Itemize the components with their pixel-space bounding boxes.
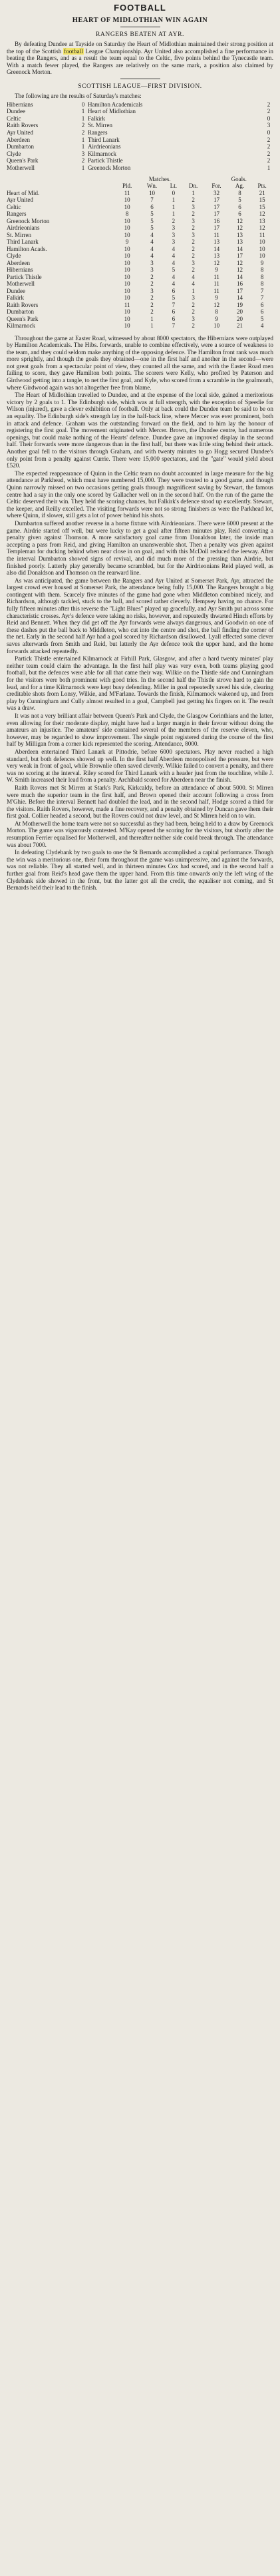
cell-pld: 10 bbox=[124, 280, 130, 287]
cell-for: 9 bbox=[215, 315, 218, 322]
cell-pld: 10 bbox=[124, 273, 130, 280]
col-drawn-header: Dn. bbox=[189, 182, 198, 189]
result-row bbox=[7, 150, 273, 158]
home-team: Ayr United bbox=[7, 129, 33, 136]
cell-team: Dumbarton bbox=[7, 308, 34, 315]
cell-won: 3 bbox=[150, 259, 154, 266]
cell-for: 11 bbox=[213, 287, 219, 294]
result-row bbox=[7, 108, 273, 115]
cell-for: 17 bbox=[213, 210, 220, 217]
cell-ag: 21 bbox=[236, 322, 243, 329]
cell-pld: 9 bbox=[125, 238, 129, 245]
home-goals: 1 bbox=[81, 164, 85, 171]
table-row bbox=[7, 266, 273, 274]
cell-pts: 8 bbox=[260, 273, 264, 280]
result-row bbox=[7, 136, 273, 144]
cell-won: 4 bbox=[150, 252, 154, 259]
cell-for: 11 bbox=[213, 280, 219, 287]
cell-won: 1 bbox=[150, 315, 154, 322]
cell-won: 4 bbox=[150, 245, 154, 252]
cell-team: Celtic bbox=[7, 203, 21, 210]
cell-lost: 4 bbox=[172, 245, 176, 252]
cell-pts: 6 bbox=[260, 308, 264, 315]
table-row bbox=[7, 252, 273, 260]
cell-pts: 10 bbox=[259, 245, 265, 252]
cell-lost: 6 bbox=[172, 308, 176, 315]
cell-pld: 10 bbox=[124, 203, 130, 210]
cell-lost: 0 bbox=[172, 189, 176, 196]
cell-drawn: 2 bbox=[192, 196, 195, 203]
away-goals: 2 bbox=[267, 143, 271, 150]
results-list bbox=[7, 101, 273, 172]
cell-pld: 11 bbox=[124, 189, 130, 196]
cell-for: 11 bbox=[213, 231, 219, 238]
away-team: Hamilton Academicals bbox=[88, 101, 143, 108]
cell-team: Hibernians bbox=[7, 266, 33, 273]
cell-drawn: 2 bbox=[192, 322, 195, 329]
cell-pld: 10 bbox=[124, 259, 130, 266]
cell-team: Ayr United bbox=[7, 196, 33, 203]
cell-pts: 9 bbox=[260, 259, 264, 266]
cell-team: Partick Thistle bbox=[7, 273, 42, 280]
cell-ag: 6 bbox=[238, 203, 241, 210]
cell-lost: 1 bbox=[172, 196, 176, 203]
result-row bbox=[7, 101, 273, 109]
cell-pld: 10 bbox=[124, 245, 130, 252]
cell-ag: 20 bbox=[236, 315, 243, 322]
cell-team: Airdrieonians bbox=[7, 224, 40, 231]
table-header-row bbox=[7, 182, 273, 190]
away-goals: 0 bbox=[267, 129, 271, 136]
cell-won: 2 bbox=[150, 301, 154, 308]
table-row bbox=[7, 274, 273, 281]
cell-lost: 3 bbox=[172, 231, 176, 238]
cell-lost: 3 bbox=[172, 238, 176, 245]
cell-drawn: 2 bbox=[192, 252, 195, 259]
cell-drawn: 3 bbox=[192, 259, 195, 266]
cell-pts: 13 bbox=[259, 217, 265, 224]
away-goals: 0 bbox=[267, 115, 271, 122]
away-team: Airdrieonians bbox=[88, 143, 121, 150]
cell-for: 16 bbox=[213, 217, 220, 224]
cell-drawn: 2 bbox=[192, 224, 195, 231]
away-team: St. Mirren bbox=[88, 122, 112, 129]
report-paragraph: In defeating Clydebank by two goals to one the St Bernards accomplished a capital performance. Though the win was a meritorious one, their form throughout the game was unimpressive, and against the forwards, was not reliable. They all started well, and in thirteen minutes Cox had scored, and in the second half a further goal from Reid's head gave them the upper hand. From this time onwards only the left wing of the Clydebank side showed in the front, but the latter got all the credit, the equaliser not coming, and St Bernards held their lead to the finish. bbox=[7, 849, 273, 892]
table-group-header-row bbox=[7, 176, 273, 183]
home-team: Clyde bbox=[7, 150, 21, 157]
cell-ag: 5 bbox=[238, 196, 241, 203]
cell-pld: 10 bbox=[124, 252, 130, 259]
result-row bbox=[7, 157, 273, 164]
goals-group-header: Goals. bbox=[231, 175, 247, 182]
cell-team: Heart of Mid. bbox=[7, 189, 40, 196]
cell-won: 2 bbox=[150, 294, 154, 301]
cell-pld: 10 bbox=[124, 322, 130, 329]
col-lost-header: Lt. bbox=[170, 182, 177, 189]
match-reports bbox=[7, 335, 273, 892]
cell-pld: 10 bbox=[124, 294, 130, 301]
cell-lost: 4 bbox=[172, 252, 176, 259]
cell-pts: 8 bbox=[260, 266, 264, 273]
away-goals: 2 bbox=[267, 136, 271, 143]
table-row bbox=[7, 260, 273, 267]
cell-for: 32 bbox=[213, 189, 220, 196]
report-paragraph: Raith Rovers met St Mirren at Stark's Park, Kirkcaldy, before an attendance of about 5000. St Mirren were much the superior team in the first half, and Brown opened their account following a cross from M'Ghie. Before the interval Bennett had doubled the lead, and in the second half, Hodge scored a third for the visitors. Raith Rovers, however, made a fine recovery, and a penalty obtained by Duncan gave them their first goal. Collier headed a second, but the Rovers could not draw level, and St Mirren held on to win. bbox=[7, 784, 273, 820]
cell-pts: 10 bbox=[259, 238, 265, 245]
table-row bbox=[7, 294, 273, 302]
cell-won: 2 bbox=[150, 280, 154, 287]
report-paragraph: Throughout the game at Easter Road, witnessed by about 8000 spectators, the Hibernians were outplayed by Hamilton Academicals. The Hibs. forwards, unable to combine effectively, were a source of weakness to the team, and they could seldom make anything of the opposing defence. The Hamilton front rank was much more sprightly, and though the goals they obtained—one in the first half and another in the second—were not great goals from a spectacular point of view, they counted all the same, and with the Easter Road men failing to score, they gave Hamilton both points. The scorers were Kelly, who profited by Paterson and Girdwood getting into a tangle, to net the first goal, and Kyle, who scored from a scramble in the goalmouth, where Girdwood again was not altogether free from blame. bbox=[7, 334, 273, 391]
cell-team: Queen's Park bbox=[7, 315, 39, 322]
table-row bbox=[7, 238, 273, 246]
cell-drawn: 2 bbox=[192, 266, 195, 273]
cell-won: 2 bbox=[150, 273, 154, 280]
cell-for: 12 bbox=[213, 301, 220, 308]
highlighted-word: football bbox=[64, 47, 83, 55]
table-row bbox=[7, 316, 273, 323]
cell-ag: 17 bbox=[236, 287, 243, 294]
table-row bbox=[7, 280, 273, 288]
away-team: Heart of Midlothian bbox=[88, 108, 136, 115]
cell-drawn: 2 bbox=[192, 210, 195, 217]
cell-won: 6 bbox=[150, 203, 154, 210]
cell-lost: 2 bbox=[172, 217, 176, 224]
result-row bbox=[7, 143, 273, 150]
home-team: Hibernians bbox=[7, 101, 33, 108]
cell-drawn: 3 bbox=[192, 315, 195, 322]
cell-pld: 10 bbox=[124, 217, 130, 224]
table-row bbox=[7, 322, 273, 330]
cell-won: 7 bbox=[150, 196, 154, 203]
table-row bbox=[7, 190, 273, 197]
cell-drawn: 3 bbox=[192, 294, 195, 301]
cell-team: Third Lanark bbox=[7, 238, 39, 245]
table-row bbox=[7, 224, 273, 232]
cell-won: 4 bbox=[150, 238, 154, 245]
cell-ag: 14 bbox=[236, 273, 243, 280]
cell-ag: 14 bbox=[236, 294, 243, 301]
cell-for: 17 bbox=[213, 196, 220, 203]
cell-lost: 4 bbox=[172, 273, 176, 280]
cell-lost: 4 bbox=[172, 280, 176, 287]
cell-drawn: 2 bbox=[192, 245, 195, 252]
cell-pts: 11 bbox=[259, 231, 265, 238]
subheadline: RANGERS BEATEN AT AYR. bbox=[95, 31, 185, 38]
home-goals: 3 bbox=[81, 150, 85, 157]
cell-pts: 15 bbox=[259, 203, 265, 210]
cell-pts: 8 bbox=[260, 280, 264, 287]
matches-group-header: Matches. bbox=[148, 175, 171, 182]
league-title: SCOTTISH LEAGUE—FIRST DIVISION. bbox=[78, 83, 202, 90]
cell-ag: 19 bbox=[236, 301, 243, 308]
cell-pld: 10 bbox=[124, 266, 130, 273]
col-against-header: Ag. bbox=[235, 182, 245, 189]
result-row bbox=[7, 122, 273, 129]
report-paragraph: The expected reappearance of Quinn in the Celtic team no doubt accounted in large measure for the big attendance at Parkhead, which must have numbered 15,000. They were treated to a good game, and though Quinn narrowly missed on two occasions getting goals through magnificent saving by Stewart, the famous centre had a say in the only one scored by Gallacher well on in the second half. On the run of the game the Celtic deserved their win. They held the scoring chances, but Falkirk's defence stood up excellently. Stewart, the keeper, and Reilly excelled. The visiting forwards were not so strong finishers as were the Parkhead lot, where Quinn, if slower, still gets a lot of power behind his shots. bbox=[7, 469, 273, 519]
cell-ag: 12 bbox=[236, 266, 243, 273]
cell-drawn: 2 bbox=[192, 238, 195, 245]
cell-lost: 5 bbox=[172, 294, 176, 301]
cell-ag: 12 bbox=[236, 224, 243, 231]
headline: HEART OF MIDLOTHIAN WIN AGAIN bbox=[72, 17, 208, 24]
cell-lost: 4 bbox=[172, 259, 176, 266]
cell-pts: 7 bbox=[260, 294, 264, 301]
home-goals: 2 bbox=[81, 129, 85, 136]
cell-for: 9 bbox=[215, 294, 218, 301]
away-team: Rangers bbox=[88, 129, 108, 136]
home-goals: 1 bbox=[81, 143, 85, 150]
away-goals: 3 bbox=[267, 122, 271, 129]
table-row bbox=[7, 210, 273, 218]
away-goals: 2 bbox=[267, 150, 271, 157]
table-row bbox=[7, 288, 273, 295]
home-team: Aberdeen bbox=[7, 136, 30, 143]
cell-pld: 10 bbox=[124, 287, 130, 294]
cell-drawn: 3 bbox=[192, 217, 195, 224]
cell-for: 14 bbox=[213, 245, 220, 252]
home-team: Raith Rovers bbox=[7, 122, 39, 129]
cell-pld: 8 bbox=[125, 210, 129, 217]
cell-drawn: 2 bbox=[192, 308, 195, 315]
result-row bbox=[7, 115, 273, 123]
cell-pts: 5 bbox=[260, 315, 264, 322]
cell-lost: 7 bbox=[172, 301, 176, 308]
cell-pts: 21 bbox=[259, 189, 265, 196]
cell-pld: 10 bbox=[124, 308, 130, 315]
cell-for: 13 bbox=[213, 252, 220, 259]
table-row bbox=[7, 308, 273, 316]
cell-won: 5 bbox=[150, 224, 154, 231]
cell-lost: 6 bbox=[172, 315, 176, 322]
away-team: Greenock Morton bbox=[88, 164, 131, 171]
home-goals: 1 bbox=[81, 108, 85, 115]
intro-paragraph: By defeating Dundee at Tayside on Saturday the Heart of Midlothian maintained their strong position at the top of the Scottish football League Championship. Ayr United also accomplished a fine performance in beating the Rangers, and as a result the team equal to the Celtic, five points behind the Tynecastle team. With a match fewer played, the Rangers are relatively on the same mark, a position also claimed by Greenock Morton. bbox=[7, 41, 274, 76]
home-team: Queen's Park bbox=[7, 157, 39, 164]
cell-ag: 6 bbox=[238, 210, 241, 217]
cell-pld: 10 bbox=[124, 196, 130, 203]
table-row bbox=[7, 196, 273, 204]
cell-lost: 7 bbox=[172, 322, 176, 329]
cell-pts: 10 bbox=[259, 252, 265, 259]
away-goals: 1 bbox=[267, 164, 271, 171]
cell-pld: 10 bbox=[124, 231, 130, 238]
cell-for: 12 bbox=[213, 259, 220, 266]
report-paragraph: As was anticipated, the game between the Rangers and Ayr United at Somerset Park, Ayr, attracted the largest crowd ever housed at Somerset Park, the attendance being fully 15,000. The Rangers brought a big contingent with them. Scarcely five minutes of the game had gone when Middleton combined nicely, and Richardson, although tackled, stuck to the ball, and scored rather cleverly. Hempsey having no chance. For fully fifteen minutes after this reverse the "Light Blues" played up gracefully, and Ayr Smith put across some characteristic crosses. Ayr's defence were taking no risks, however, and repeatedly thwarted Hinch efforts by Reid and Bennett. When they did get off the Ayr forwards were always dangerous, and Goodwin on one of these dashes put the ball back to Middleton, who cut into the centre and shot, the ball finding the corner of the net. Early in the second half Ayr had a goal scored by Richardson disallowed. Lyall effected some clever saves afterwards from Smith and Reid, but latterly the Ayr defence took the upper hand, and the home forwards attacked repeatedly. bbox=[7, 577, 273, 654]
report-paragraph: At Motherwell the home team were not so successful as they had been, being held to a draw by Greenock Morton. The game was vigorously contested. M'Kay opened the scoring for the visitors, but shortly after the resumption Ferrier equalised for Motherwell, and thereafter neither side could break through. The attendance was about 7000. bbox=[7, 820, 273, 848]
home-goals: 2 bbox=[81, 157, 85, 164]
cell-won: 5 bbox=[150, 217, 154, 224]
away-team: Third Lanark bbox=[88, 136, 120, 143]
cell-ag: 8 bbox=[238, 189, 241, 196]
cell-drawn: 1 bbox=[192, 287, 195, 294]
cell-pts: 12 bbox=[259, 210, 265, 217]
standings-body bbox=[7, 190, 273, 330]
away-goals: 2 bbox=[267, 157, 271, 164]
cell-team: Dundee bbox=[7, 287, 25, 294]
cell-pts: 4 bbox=[260, 322, 264, 329]
cell-team: Aberdeen bbox=[7, 259, 30, 266]
cell-ag: 13 bbox=[236, 231, 243, 238]
cell-lost: 1 bbox=[172, 203, 176, 210]
away-goals: 2 bbox=[267, 101, 271, 108]
away-team: Kilmarnock bbox=[88, 150, 116, 157]
cell-drawn: 1 bbox=[192, 189, 195, 196]
col-won-header: Wn. bbox=[146, 182, 158, 189]
cell-pts: 7 bbox=[260, 287, 264, 294]
col-pld-header: Pld. bbox=[122, 182, 132, 189]
away-team: Falkirk bbox=[88, 115, 105, 122]
home-team: Dumbarton bbox=[7, 143, 34, 150]
section-label: FOOTBALL bbox=[114, 3, 166, 13]
cell-lost: 1 bbox=[172, 210, 176, 217]
cell-ag: 13 bbox=[236, 238, 243, 245]
cell-for: 9 bbox=[215, 266, 218, 273]
report-paragraph: Dumbarton suffered another reverse in a home fixture with Airdrieonians. There were 6000 present at the game. Airdrie started off well, but were lucky to get a goal after fifteen minutes play, Reid converting a penalty given against Thomson. A more satisfactory goal came from Donaldson later, the inside man accepting a pass from Reid, and giving Hamilton an unanswerable shot. Then a penalty was given against Templeman for ducking behind when near close in on goal, and with this McDoll reduced the leeway. After the interval Dumbarton showed signs of revival, and did much more of the pressing than Airdrie, but finished poorly. Latterly play generally became scrambled, but for the Airdrieonians Reid played well, as also did Donaldson and Thomson on the rearward line. bbox=[7, 519, 273, 577]
cell-drawn: 3 bbox=[192, 231, 195, 238]
cell-drawn: 2 bbox=[192, 301, 195, 308]
cell-team: Falkirk bbox=[7, 294, 24, 301]
cell-team: Kilmarnock bbox=[7, 322, 35, 329]
cell-for: 17 bbox=[213, 203, 220, 210]
cell-for: 13 bbox=[213, 238, 220, 245]
cell-won: 5 bbox=[150, 210, 154, 217]
cell-ag: 20 bbox=[236, 308, 243, 315]
cell-won: 3 bbox=[150, 266, 154, 273]
table-row bbox=[7, 218, 273, 225]
results-intro: The following are the results of Saturday's matches: bbox=[15, 92, 142, 99]
cell-won: 3 bbox=[150, 287, 154, 294]
cell-won: 4 bbox=[150, 231, 154, 238]
cell-pts: 12 bbox=[259, 224, 265, 231]
result-row bbox=[7, 164, 273, 172]
result-row bbox=[7, 129, 273, 136]
cell-pld: 10 bbox=[124, 315, 130, 322]
cell-team: Greenock Morton bbox=[7, 217, 50, 224]
table-row bbox=[7, 232, 273, 239]
cell-pts: 6 bbox=[260, 301, 264, 308]
cell-drawn: 3 bbox=[192, 203, 195, 210]
cell-ag: 12 bbox=[236, 259, 243, 266]
cell-ag: 17 bbox=[236, 252, 243, 259]
home-goals: 1 bbox=[81, 115, 85, 122]
cell-pld: 10 bbox=[124, 224, 130, 231]
cell-lost: 3 bbox=[172, 224, 176, 231]
home-goals: 1 bbox=[81, 136, 85, 143]
home-team: Celtic bbox=[7, 115, 21, 122]
cell-team: Hamilton Acads. bbox=[7, 245, 47, 252]
report-paragraph: Aberdeen entertained Third Lanark at Pittodrie, before 6000 spectators. Play never reached a high standard, but both defences showed up well. In the first half Aberdeen monopolised the pressure, but were very weak in front of goal, while Brownlie often saved cleverly. Wilkie failed to convert a penalty, and there was no scoring at the interval. Riley scored for Third Lanark with a header just from the touchline, while J. W. Smith increased their lead from a penalty. Archibald scored for Aberdeen near the finish. bbox=[7, 748, 273, 784]
cell-pts: 15 bbox=[259, 196, 265, 203]
cell-won: 10 bbox=[149, 189, 156, 196]
cell-ag: 12 bbox=[236, 217, 243, 224]
cell-ag: 14 bbox=[236, 245, 243, 252]
cell-ag: 16 bbox=[236, 280, 243, 287]
cell-lost: 5 bbox=[172, 266, 176, 273]
report-paragraph: Partick Thistle entertained Kilmarnock at Firhill Park, Glasgow, and after a hard twenty minutes' play neither team could claim the advantage. In the first half play was very even, both teams playing good football, but the defences were able for all that came their way. Wilkie on the Thistle side and Cunningham for the visitors were both prominent with good tries. In the second half the Thistle strove hard to gain the lead, and for a time Kilmarnock were kept busy defending. Miller in goal repeatedly saved his side, clearing creditable shots from Lonsy, Wilkie, and M'Farlane. Towards the finish, Kilmarnock wakened up, and from play by Cunningham and Cully almost resulted in a goal, Campbell just getting his fingers on it. The result was a draw. bbox=[7, 655, 273, 712]
home-goals: 0 bbox=[81, 101, 85, 108]
home-team: Motherwell bbox=[7, 164, 35, 171]
cell-drawn: 4 bbox=[192, 280, 195, 287]
home-goals: 2 bbox=[81, 122, 85, 129]
cell-team: St. Mirren bbox=[7, 231, 31, 238]
league-table bbox=[7, 176, 273, 330]
cell-for: 10 bbox=[213, 322, 220, 329]
col-points-header: Pts. bbox=[257, 182, 267, 189]
cell-for: 17 bbox=[213, 224, 220, 231]
cell-for: 11 bbox=[213, 273, 219, 280]
cell-won: 2 bbox=[150, 308, 154, 315]
away-team: Partick Thistle bbox=[88, 157, 123, 164]
report-paragraph: The Heart of Midlothian travelled to Dundee, and at the expense of the local side, gained a meritorious victory by 2 goals to 1. The Edinburgh side, which was at full strength, with the exception of Speedie for Wilson (injured), gave a clever exhibition of football. Only at back could the Dundee team be said to be on an equality. The Edinburgh side's strength lay in the half-back line, where Mercer was ever prominent, both in attack and defence. Graham was the outstanding forward on the field, and to him lay the honour of registering the first goal. The movement originated with Mercer. Brown, the Dundee centre, had numerous openings, but could make nothing of the Hearts' defence. Dundee gave an improved display in the second half. Their forwards were more dangerous than in the first half, but there was little sting behind their attack. Another goal fell to the visitors through Graham, and with twenty minutes to go Hogg secured Dundee's only point from a penalty against Currie. There were 15,000 spectators, and the "gate" would yield about £520. bbox=[7, 391, 273, 469]
table-row bbox=[7, 204, 273, 211]
table-row bbox=[7, 302, 273, 309]
report-paragraph: It was not a very brilliant affair between Queen's Park and Clyde, the Glasgow Corinthians and the latter, even allowing for their moderate display, might have had a larger margin in their favour without doing the amateurs an injustice. The amateurs' side contained several of the members of the reserve eleven, who, however, may be regarded to show improvement. The single point registered during the course of the first half by Milligan from a corner kick represented the scoring. Attendance, 8000. bbox=[7, 712, 273, 748]
col-for-header: For. bbox=[211, 182, 221, 189]
cell-team: Raith Rovers bbox=[7, 301, 39, 308]
cell-for: 8 bbox=[215, 308, 218, 315]
home-team: Dundee bbox=[7, 108, 25, 115]
cell-team: Motherwell bbox=[7, 280, 35, 287]
cell-pld: 11 bbox=[124, 301, 130, 308]
cell-won: 1 bbox=[150, 322, 154, 329]
cell-drawn: 4 bbox=[192, 273, 195, 280]
away-goals: 2 bbox=[267, 108, 271, 115]
cell-team: Clyde bbox=[7, 252, 21, 259]
cell-lost: 6 bbox=[172, 287, 176, 294]
cell-team: Rangers bbox=[7, 210, 27, 217]
table-row bbox=[7, 246, 273, 253]
